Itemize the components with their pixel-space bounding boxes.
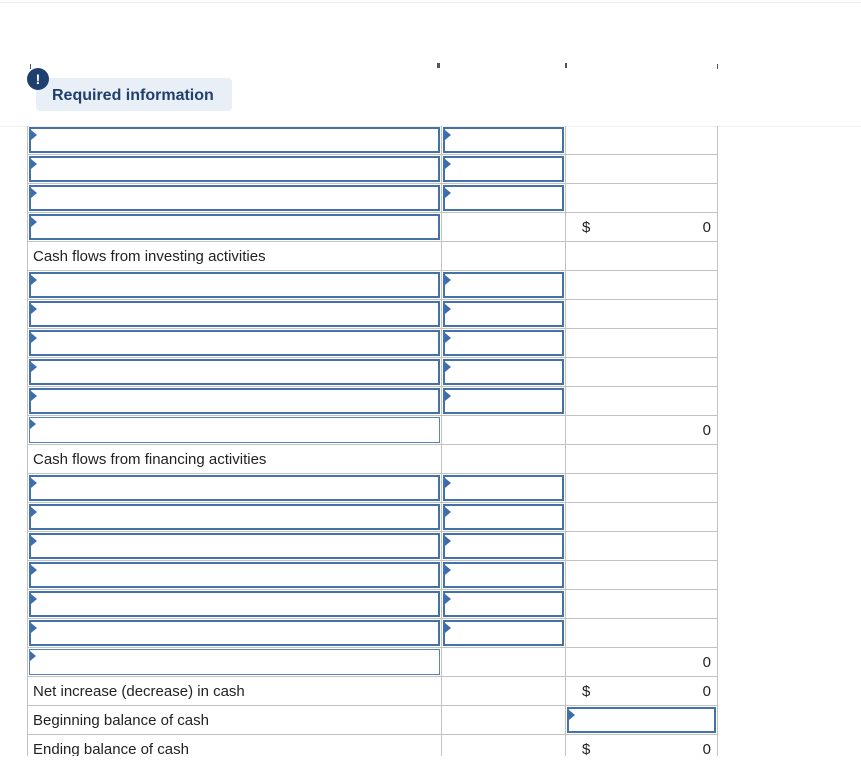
amount-input[interactable]: [443, 272, 564, 298]
dropdown-arrow-icon: [31, 130, 37, 140]
amount-input[interactable]: [443, 156, 564, 182]
ending-balance-value: 0: [702, 740, 711, 756]
operating-total-value: 0: [702, 218, 711, 236]
currency-symbol: $: [582, 740, 591, 756]
worksheet-row: [27, 387, 718, 416]
worksheet-row: [27, 532, 718, 561]
amount-input[interactable]: [443, 533, 564, 559]
worksheet-row: [27, 184, 718, 213]
dropdown-arrow-icon: [31, 333, 37, 343]
worksheet-row: [27, 271, 718, 300]
worksheet-row: [27, 503, 718, 532]
investing-total-value: 0: [702, 421, 711, 439]
worksheet-row: [27, 561, 718, 590]
line-item-select[interactable]: [29, 330, 440, 356]
beginning-balance-row: [27, 706, 718, 735]
beginning-balance-input[interactable]: [567, 707, 716, 733]
ending-balance-label: Ending balance of cash: [33, 740, 189, 756]
column-marker: [30, 64, 31, 69]
currency-symbol: $: [582, 218, 591, 236]
dropdown-arrow-icon: [569, 710, 575, 720]
dropdown-arrow-icon: [445, 565, 451, 575]
investing-total-row: [27, 416, 718, 445]
line-item-select[interactable]: [29, 620, 440, 646]
dropdown-arrow-icon: [31, 188, 37, 198]
dropdown-arrow-icon: [445, 362, 451, 372]
line-item-select[interactable]: [29, 359, 440, 385]
amount-input[interactable]: [443, 359, 564, 385]
line-item-select[interactable]: [29, 504, 440, 530]
worksheet-row: [27, 300, 718, 329]
line-item-select[interactable]: [29, 591, 440, 617]
amount-input[interactable]: [443, 562, 564, 588]
beginning-balance-label: Beginning balance of cash: [33, 711, 209, 729]
dropdown-arrow-icon: [30, 419, 36, 429]
amount-input[interactable]: [443, 620, 564, 646]
ending-balance-row: [27, 735, 718, 756]
dropdown-arrow-icon: [31, 159, 37, 169]
section-heading-row: [27, 242, 718, 271]
amount-input[interactable]: [443, 330, 564, 356]
column-marker: [717, 64, 718, 69]
line-item-select[interactable]: [29, 562, 440, 588]
required-information-banner[interactable]: [36, 78, 232, 111]
operating-total-row: [27, 213, 718, 242]
worksheet-row: [27, 155, 718, 184]
section-heading-row: [27, 445, 718, 474]
dropdown-arrow-icon: [31, 275, 37, 285]
line-item-select[interactable]: [29, 127, 440, 153]
column-marker: [437, 63, 440, 68]
investing-section-label: Cash flows from investing activities: [33, 247, 266, 265]
dropdown-arrow-icon: [445, 333, 451, 343]
dropdown-arrow-icon: [445, 623, 451, 633]
dropdown-arrow-icon: [31, 362, 37, 372]
dropdown-arrow-icon: [30, 651, 36, 661]
dropdown-arrow-icon: [445, 507, 451, 517]
financing-section-label: Cash flows from financing activities: [33, 450, 267, 468]
dropdown-arrow-icon: [31, 507, 37, 517]
financing-total-value: 0: [702, 653, 711, 671]
line-item-select[interactable]: [29, 185, 440, 211]
worksheet-row: [27, 358, 718, 387]
dropdown-arrow-icon: [445, 478, 451, 488]
amount-input[interactable]: [443, 301, 564, 327]
line-item-select[interactable]: [29, 533, 440, 559]
cash-flow-worksheet: [27, 126, 718, 756]
dropdown-arrow-icon: [445, 130, 451, 140]
worksheet-row: [27, 590, 718, 619]
dropdown-arrow-icon: [445, 391, 451, 401]
dropdown-arrow-icon: [31, 565, 37, 575]
financing-total-row: [27, 648, 718, 677]
worksheet-row: [27, 329, 718, 358]
dropdown-arrow-icon: [31, 623, 37, 633]
worksheet-row: [27, 474, 718, 503]
dropdown-arrow-icon: [445, 536, 451, 546]
banner-title: Required information: [52, 87, 214, 104]
investing-total-label-select[interactable]: [29, 417, 440, 443]
top-divider: [0, 2, 861, 3]
alert-icon: !: [27, 68, 49, 90]
dropdown-arrow-icon: [445, 594, 451, 604]
dropdown-arrow-icon: [445, 188, 451, 198]
dropdown-arrow-icon: [445, 159, 451, 169]
dropdown-arrow-icon: [31, 217, 37, 227]
operating-total-label-select[interactable]: [29, 214, 440, 240]
dropdown-arrow-icon: [31, 536, 37, 546]
column-marker: [565, 63, 567, 68]
dropdown-arrow-icon: [31, 304, 37, 314]
dropdown-arrow-icon: [445, 304, 451, 314]
worksheet-row: [27, 126, 718, 155]
line-item-select[interactable]: [29, 301, 440, 327]
line-item-select[interactable]: [29, 388, 440, 414]
line-item-select[interactable]: [29, 156, 440, 182]
line-item-select[interactable]: [29, 272, 440, 298]
amount-input[interactable]: [443, 591, 564, 617]
dropdown-arrow-icon: [31, 594, 37, 604]
amount-input[interactable]: [443, 504, 564, 530]
dropdown-arrow-icon: [31, 478, 37, 488]
currency-symbol: $: [582, 682, 591, 700]
amount-input[interactable]: [443, 388, 564, 414]
net-change-label: Net increase (decrease) in cash: [33, 682, 245, 700]
net-change-value: 0: [702, 682, 711, 700]
amount-input[interactable]: [443, 127, 564, 153]
net-change-row: [27, 677, 718, 706]
financing-total-label-select[interactable]: [29, 649, 440, 675]
amount-input[interactable]: [443, 475, 564, 501]
dropdown-arrow-icon: [445, 275, 451, 285]
amount-input[interactable]: [443, 185, 564, 211]
worksheet-row: [27, 619, 718, 648]
dropdown-arrow-icon: [31, 391, 37, 401]
line-item-select[interactable]: [29, 475, 440, 501]
